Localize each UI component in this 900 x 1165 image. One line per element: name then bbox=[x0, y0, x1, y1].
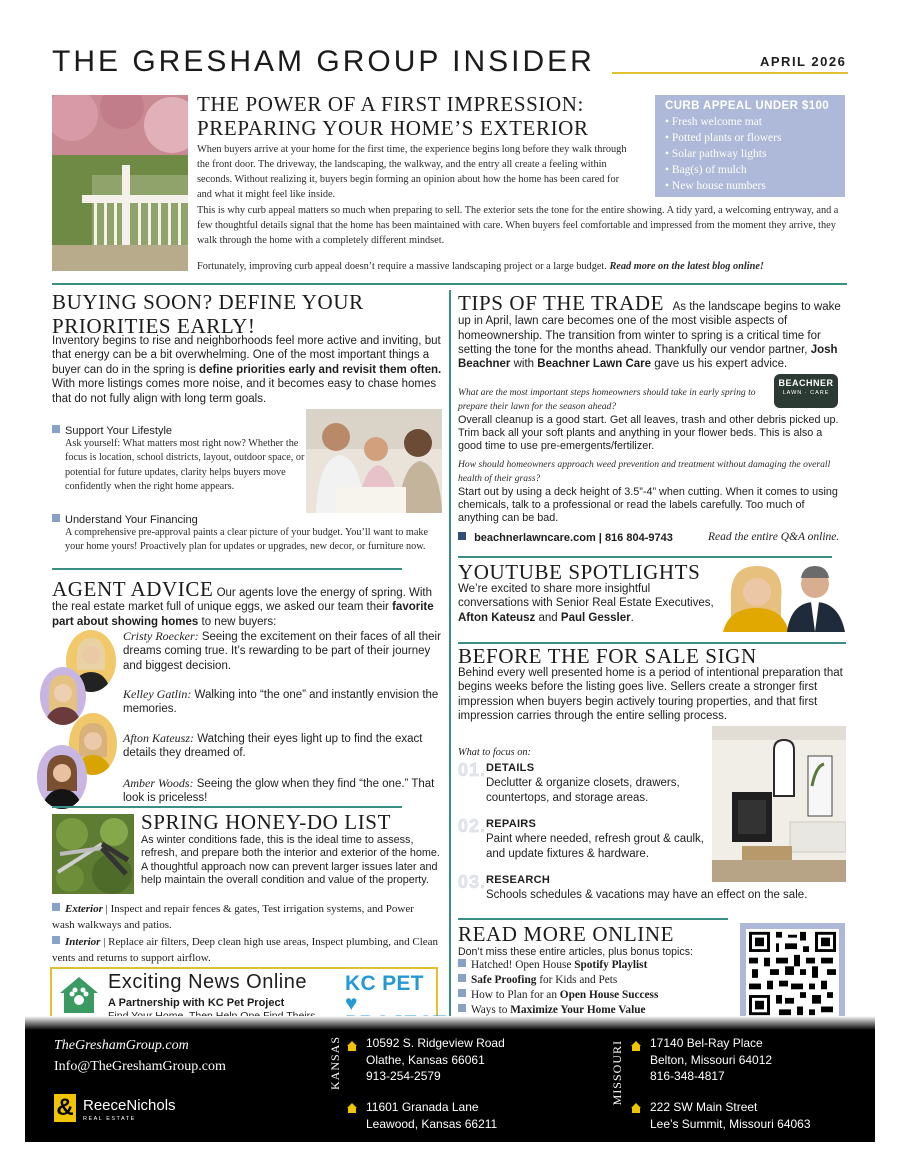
honey-exterior: Exterior | Inspect and repair fences & gates, Test irrigation systems, and Power wash walkways and patios. bbox=[52, 903, 414, 931]
step-number: 02. bbox=[458, 816, 487, 836]
house-pin-icon bbox=[346, 1040, 358, 1052]
financing-body: A comprehensive pre-approval paints a clear picture of your budget. You’ll want to make your home yours! Proactively plan for updates or upgrades, new decor, or furniture now. bbox=[65, 527, 428, 553]
section-divider bbox=[458, 556, 832, 558]
beachner-phone: 816 804-9743 bbox=[604, 532, 673, 544]
youtube-paragraph: We’re excited to share more insightful conversations with Senior Real Estate Executives, Afton Kateusz and Paul Gessler. bbox=[458, 583, 714, 624]
section-divider bbox=[458, 918, 728, 920]
step-body: Schools schedules & vacations may have an effect on the sale. bbox=[486, 889, 808, 901]
house-paw-icon bbox=[56, 973, 102, 1017]
reecenichols-logo-icon: & bbox=[54, 1094, 76, 1122]
curb-item: • Solar pathway lights bbox=[665, 148, 767, 160]
hedge-trimmer-photo bbox=[52, 814, 134, 894]
honey-interior: Interior | Replace air filters, Deep clean high use areas, Inspect plumbing, and Clean vents and returns to support airflow. bbox=[52, 936, 439, 964]
feature-paragraph-1: When buyers arrive at your home for the first time, the experience begins long before they walk through the front door. The driveway, the landscaping, the walkway, and the entry all create a feeling within seconds. Without realizing it, buyers begin forming an opinion about how the home has been cared for and what it might feel like inside. bbox=[197, 144, 627, 200]
step-number: 03. bbox=[458, 872, 487, 892]
beachner-lawn-care-logo: BEACHNER LAWN · CARE bbox=[774, 374, 838, 408]
agent-headshot-amber bbox=[37, 745, 87, 809]
agent-quote: Amber Woods: Seeing the glow when they find “the one.” That look is priceless! bbox=[123, 776, 435, 805]
lifestyle-subhead: Support Your Lifestyle bbox=[52, 425, 172, 437]
focus-label: What to focus on: bbox=[458, 747, 531, 758]
executives-photo bbox=[719, 560, 845, 632]
curb-item: • New house numbers bbox=[665, 180, 766, 192]
state-label-missouri: MISSOURI bbox=[610, 1040, 624, 1106]
masthead-title: THE GRESHAM GROUP INSIDER bbox=[52, 45, 595, 78]
square-bullet-icon bbox=[458, 989, 466, 997]
for-sale-paragraph: Behind every well presented home is a period of intentional preparation that begins weeks before the listing goes live. Sellers create a stronger first impression when buyers begin actively touring properties, and that first impression carries through the entire selling process. bbox=[458, 667, 843, 723]
agent-headshot-kelley bbox=[40, 667, 86, 725]
step-body: Declutter & organize closets, drawers, countertops, and storage areas. bbox=[486, 777, 680, 804]
house-pin-icon bbox=[346, 1102, 358, 1114]
porch-photo bbox=[52, 95, 188, 271]
curb-item: • Fresh welcome mat bbox=[665, 116, 762, 128]
buying-paragraph: Inventory begins to rise and neighborhoods feel more active and inviting, but that energy can be a bit overwhelming. One of the most important things a buyer can do in the spring is define priorities early and revisit them often. With more listings comes more noise, and it becomes easy to chase homes that do not fully align with long term goals. bbox=[52, 335, 442, 405]
step-heading: REPAIRS bbox=[486, 818, 537, 830]
curb-appeal-box bbox=[655, 95, 845, 197]
step-body: Paint where needed, refresh grout & caulk, and update fixtures & hardware. bbox=[486, 833, 704, 860]
for-sale-title: BEFORE THE FOR SALE SIGN bbox=[458, 644, 757, 668]
living-room-photo bbox=[712, 726, 846, 882]
square-bullet-icon bbox=[458, 959, 466, 967]
heart-icon: ♥ bbox=[345, 992, 358, 1015]
office-leawood: 11601 Granada Lane Leawood, Kansas 66211 bbox=[366, 1100, 498, 1131]
step-heading: DETAILS bbox=[486, 762, 535, 774]
section-divider bbox=[52, 568, 402, 570]
agent-quote: Afton Kateusz: Watching their eyes light up to find the exact details they dreamed of. bbox=[123, 731, 423, 760]
honey-do-title: SPRING HONEY-DO LIST bbox=[141, 810, 392, 834]
tips-question-1: What are the most important steps homeowners should take in early spring to prepare their lawn for the season ahead? bbox=[458, 387, 756, 412]
section-divider bbox=[52, 806, 402, 808]
house-pin-icon bbox=[630, 1102, 642, 1114]
agent-quote: Kelley Gatlin: Walking into “the one” and instantly envision the memories. bbox=[123, 687, 439, 716]
read-more-intro: Don’t miss these entire articles, plus bonus topics: bbox=[458, 946, 693, 958]
house-pin-icon bbox=[630, 1040, 642, 1052]
section-divider bbox=[52, 283, 847, 285]
feature-title-line-1: THE POWER OF A FIRST IMPRESSION: bbox=[197, 92, 584, 116]
step-heading: RESEARCH bbox=[486, 874, 551, 886]
buying-title-line-1: BUYING SOON? DEFINE YOUR bbox=[52, 290, 364, 314]
feature-paragraph-3-text: Fortunately, improving curb appeal doesn’t require a massive landscaping project or a large budget. bbox=[197, 261, 607, 272]
news-subtitle: A Partnership with KC Pet Project bbox=[108, 997, 285, 1009]
square-bullet-icon bbox=[52, 425, 60, 433]
footer-email-link[interactable]: Info@TheGreshamGroup.com bbox=[54, 1059, 226, 1074]
financing-subhead: Understand Your Financing bbox=[52, 514, 198, 526]
tips-answer-2: Start out by using a deck height of 3.5”-4” when cutting. When it comes to using chemicals, talk to a professional or read the labels carefully. Too much of anything can be bad. bbox=[458, 486, 838, 524]
tips-intro: TIPS OF THE TRADE As the landscape begins to wake up in April, lawn care becomes one of the most visible aspects of homeownership. The transition from winter to spring is a critical time for setting the tone for the months ahead. Thankfully our vendor partner, Josh Beachner with Beachner Lawn Care gave us his expert advice. bbox=[458, 291, 841, 371]
curb-appeal-title: CURB APPEAL UNDER $100 bbox=[665, 100, 830, 112]
read-more-item[interactable]: Ways to Maximize Your Home Value bbox=[458, 1004, 646, 1016]
brand-name: ReeceNichols bbox=[83, 1097, 176, 1114]
read-more-item[interactable]: Hatched! Open House Spotify Playlist bbox=[458, 959, 647, 971]
family-photo bbox=[306, 409, 442, 513]
tips-title: TIPS OF THE TRADE bbox=[458, 291, 665, 315]
kc-logo-line-1: KC PET ♥ bbox=[345, 972, 424, 1015]
square-bullet-icon bbox=[52, 514, 60, 522]
buying-title bbox=[52, 290, 442, 338]
news-title: Exciting News Online bbox=[108, 971, 307, 993]
square-bullet-icon bbox=[52, 903, 60, 911]
square-bullet-icon bbox=[458, 1004, 466, 1012]
feature-paragraph-2: This is why curb appeal matters so much when preparing to sell. The exterior sets the tone for the entire showing. A tidy yard, a welcoming entryway, and a few thoughtful details signal that the home has been maintained with care. When buyers feel comfortable and impressed from the moment they arrive, they walk through the home with a completely different mindset. bbox=[197, 205, 839, 246]
step-number: 01. bbox=[458, 760, 487, 780]
curb-item: • Potted plants or flowers bbox=[665, 132, 782, 144]
tips-answer-1: Overall cleanup is a good start. Get all leaves, trash and other debris picked up. Trim back all your soft plants and anything in your flower beds. This is also a good time to use pre-emergents/fertilizer. bbox=[458, 414, 839, 452]
tips-question-2: How should homeowners approach weed prevention and treatment without damaging the overall health of their grass? bbox=[458, 459, 831, 484]
lifestyle-body: Ask yourself: What matters most right now? Whether the focus is location, school districts, layout, outdoor space, or potential for future updates, clarity helps buyers move confidently when the right home appears. bbox=[65, 438, 305, 492]
state-label-kansas: KANSAS bbox=[328, 1036, 342, 1091]
footer-website-link[interactable]: TheGreshamGroup.com bbox=[54, 1038, 189, 1053]
feature-blog-link[interactable]: Read more on the latest blog online! bbox=[609, 261, 764, 272]
office-belton: 17140 Bel-Ray Place Belton, Missouri 64012 816-348-4817 bbox=[650, 1036, 773, 1083]
beachner-contact: beachnerlawncare.com | 816 804-9743 bbox=[458, 532, 673, 544]
agent-quote: Cristy Roecker: Seeing the excitement on their faces of all their dreams coming true. It’s rewarding to be part of their journey and biggest decision. bbox=[123, 629, 441, 672]
brand-subtitle: REAL ESTATE bbox=[83, 1116, 136, 1122]
masthead-rule bbox=[612, 72, 848, 74]
issue-date: APRIL 2026 bbox=[760, 54, 847, 69]
feature-paragraph-3 bbox=[197, 259, 847, 274]
square-bullet-icon bbox=[458, 974, 466, 982]
buying-title-line-2: PRIORITIES EARLY! bbox=[52, 314, 256, 338]
read-more-title: READ MORE ONLINE bbox=[458, 922, 675, 946]
square-bullet-icon bbox=[458, 532, 466, 540]
square-bullet-icon bbox=[52, 936, 60, 944]
feature-title bbox=[197, 92, 617, 140]
feature-title-line-2: PREPARING YOUR HOME’S EXTERIOR bbox=[197, 116, 589, 140]
office-olathe: 10592 S. Ridgeview Road Olathe, Kansas 66061 913-254-2579 bbox=[366, 1036, 505, 1083]
footer-fade bbox=[25, 1016, 875, 1030]
qr-code-icon bbox=[746, 929, 839, 1018]
agent-title: AGENT ADVICE bbox=[52, 577, 214, 601]
read-more-item[interactable]: Safe Proofing for Kids and Pets bbox=[458, 974, 617, 986]
honey-do-paragraph: As winter conditions fade, this is the ideal time to assess, refresh, and prepare both the interior and exterior of the home. A thoughtful approach now can prevent larger issues later and help maintain the overall condition and value of the property. bbox=[141, 834, 440, 886]
column-divider bbox=[449, 290, 451, 1016]
office-lees-summit: 222 SW Main Street Lee’s Summit, Missouri 64063 bbox=[650, 1100, 811, 1131]
beachner-website-link[interactable]: beachnerlawncare.com bbox=[474, 532, 596, 544]
curb-item: • Bag(s) of mulch bbox=[665, 164, 747, 176]
tips-read-more-link[interactable]: Read the entire Q&A online. bbox=[708, 531, 840, 543]
read-more-item[interactable]: How to Plan for an Open House Success bbox=[458, 989, 658, 1001]
qr-code[interactable] bbox=[740, 923, 845, 1024]
youtube-title: YOUTUBE SPOTLIGHTS bbox=[458, 560, 701, 584]
agent-intro: AGENT ADVICE Our agents love the energy of spring. With the real estate market full of unique eggs, we asked our team their favorite part about showing homes to new buyers: bbox=[52, 577, 434, 628]
